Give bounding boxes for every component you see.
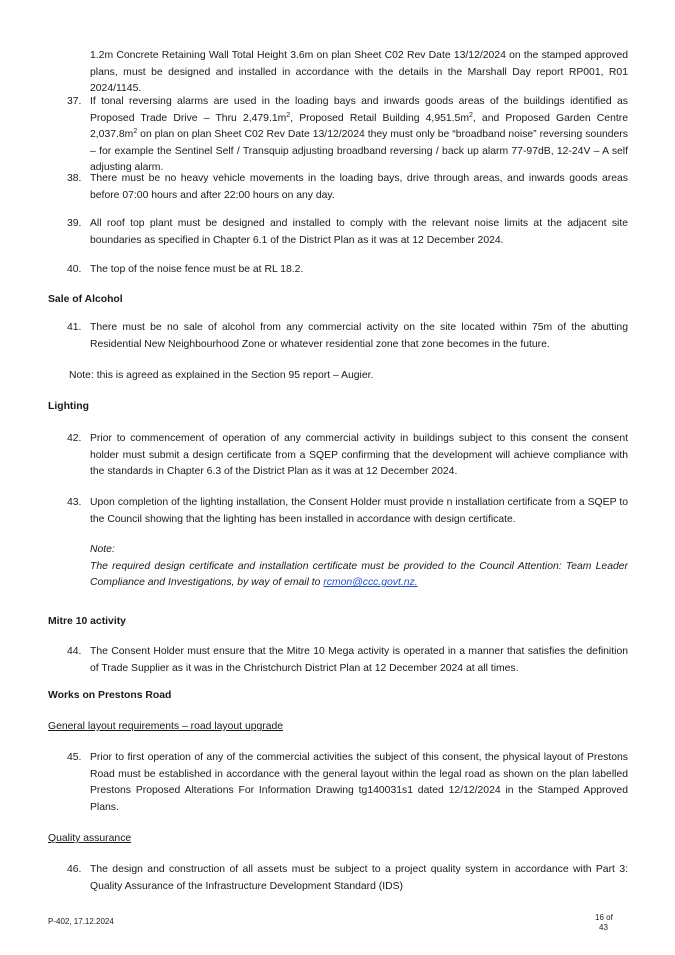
condition-text: Prior to first operation of any of the commercial activities the subject of this consent, the physical layout of Prestons Road must be established in accordance with the general layout within the legal road as shown on the plan labelled Prestons Proposed Alterations For Information Drawing tg140031s1 dated 12/12/2024 in the Stamped Approved Plans. [90, 752, 628, 813]
condition-43 [67, 495, 628, 528]
condition-number: 40. [67, 264, 82, 275]
condition-46 [67, 862, 628, 895]
condition-text: There must be no sale of alcohol from any commercial activity on the site located within 75m of the abutting Residential New Neighbourhood Zone or whatever residential zone that zone becomes in the future. [90, 322, 628, 350]
heading-sale-of-alcohol: Sale of Alcohol [48, 294, 123, 305]
subheading-general-layout: General layout requirements – road layout upgrade [48, 721, 284, 732]
condition-36-continuation [90, 48, 628, 98]
condition-text-b: , Proposed Retail Building 4,951.5m [290, 112, 469, 124]
condition-number: 39. [67, 218, 82, 229]
condition-number: 45. [67, 752, 82, 763]
condition-text-d: on plan on plan Sheet C02 Rev Date 13/12/2024 they must only be “broadband noise” reversing sounders – for example the Sentinel Self / Transquip adjusting broadband reversing / back up alarm 77-97dB, 12-24V – A self adjusting alarm. [90, 129, 628, 174]
condition-number: 44. [67, 646, 82, 657]
condition-number: 37. [67, 96, 82, 107]
lighting-note-label: Note: [90, 544, 115, 555]
heading-works-on-prestons-road: Works on Prestons Road [48, 690, 172, 701]
heading-lighting: Lighting [48, 401, 89, 412]
superscript: 2 [133, 128, 138, 136]
condition-text: All roof top plant must be designed and installed to comply with the relevant noise limits at the adjacent site boundaries as specified in Chapter 6.1 of the District Plan as it was at 12 December 2024. [90, 218, 628, 246]
condition-text: The Consent Holder must ensure that the Mitre 10 Mega activity is operated in a manner that satisfies the definition of Trade Supplier as it was in the Christchurch District Plan at 12 December 2024 at all times. [90, 646, 628, 674]
condition-number: 38. [67, 173, 82, 184]
superscript: 2 [468, 111, 473, 119]
condition-text: Prior to commencement of operation of any commercial activity in buildings subject to this consent the consent holder must submit a design certificate from a SQEP confirming that the development will achieve compliance with the standards in Chapter 6.3 of the District Plan as it was at 12 December 2024. [90, 433, 628, 478]
condition-38 [67, 171, 628, 204]
condition-text-c: , and Proposed Garden Centre 2,037.8m [90, 112, 628, 141]
condition-number: 42. [67, 433, 82, 444]
condition-42 [67, 431, 628, 481]
subheading-quality-assurance: Quality assurance [48, 833, 132, 844]
condition-text: The design and construction of all assets must be subject to a project quality system in accordance with Part 3: Quality Assurance of the Infrastructure Development Standard (IDS) [90, 864, 628, 892]
condition-number: 46. [67, 864, 82, 875]
condition-45 [67, 750, 628, 816]
condition-39 [67, 216, 628, 249]
condition-number: 43. [67, 497, 82, 508]
alcohol-note: Note: this is agreed as explained in the Section 95 report – Augier. [69, 370, 374, 381]
condition-37 [67, 94, 628, 177]
page-number-current: 16 of [595, 913, 613, 922]
condition-44 [67, 644, 628, 677]
superscript: 2 [286, 111, 291, 119]
condition-40 [67, 262, 628, 279]
condition-text: The top of the noise fence must be at RL 18.2. [90, 264, 304, 275]
lighting-note-text: The required design certificate and installation certificate must be provided to the Council Attention: Team Leader Compliance and Investigations, by way of email to [90, 560, 628, 589]
condition-41 [67, 320, 628, 353]
condition-text: Upon completion of the lighting installation, the Consent Holder must provide n installation certificate from a SQEP to the Council showing that the lighting has been installed in accordance with design certificate. [90, 497, 628, 525]
heading-mitre-10-activity: Mitre 10 activity [48, 616, 126, 627]
page-number [595, 913, 625, 933]
condition-number: 41. [67, 322, 82, 333]
email-link[interactable]: rcmon@ccc.govt.nz. [323, 577, 418, 589]
condition-text: There must be no heavy vehicle movements in the loading bays, drive through areas, and inwards goods areas before 07:00 hours and after 22:00 hours on any day. [90, 173, 628, 201]
lighting-note [90, 542, 628, 592]
condition-text-a: If tonal reversing alarms are used in the loading bays and inwards goods areas of the buildings identified as Proposed Trade Drive – Thru 2,479.1m [90, 96, 628, 124]
page-number-total: 43 [599, 923, 608, 932]
footer-reference: P-402, 17.12.2024 [48, 917, 114, 926]
condition-text: 1.2m Concrete Retaining Wall Total Height 3.6m on plan Sheet C02 Rev Date 13/12/2024 on the stamped approved plans, must be designed and installed in accordance with the details in the Marshall Day report RP001, R01 2024/1145. [90, 50, 628, 95]
